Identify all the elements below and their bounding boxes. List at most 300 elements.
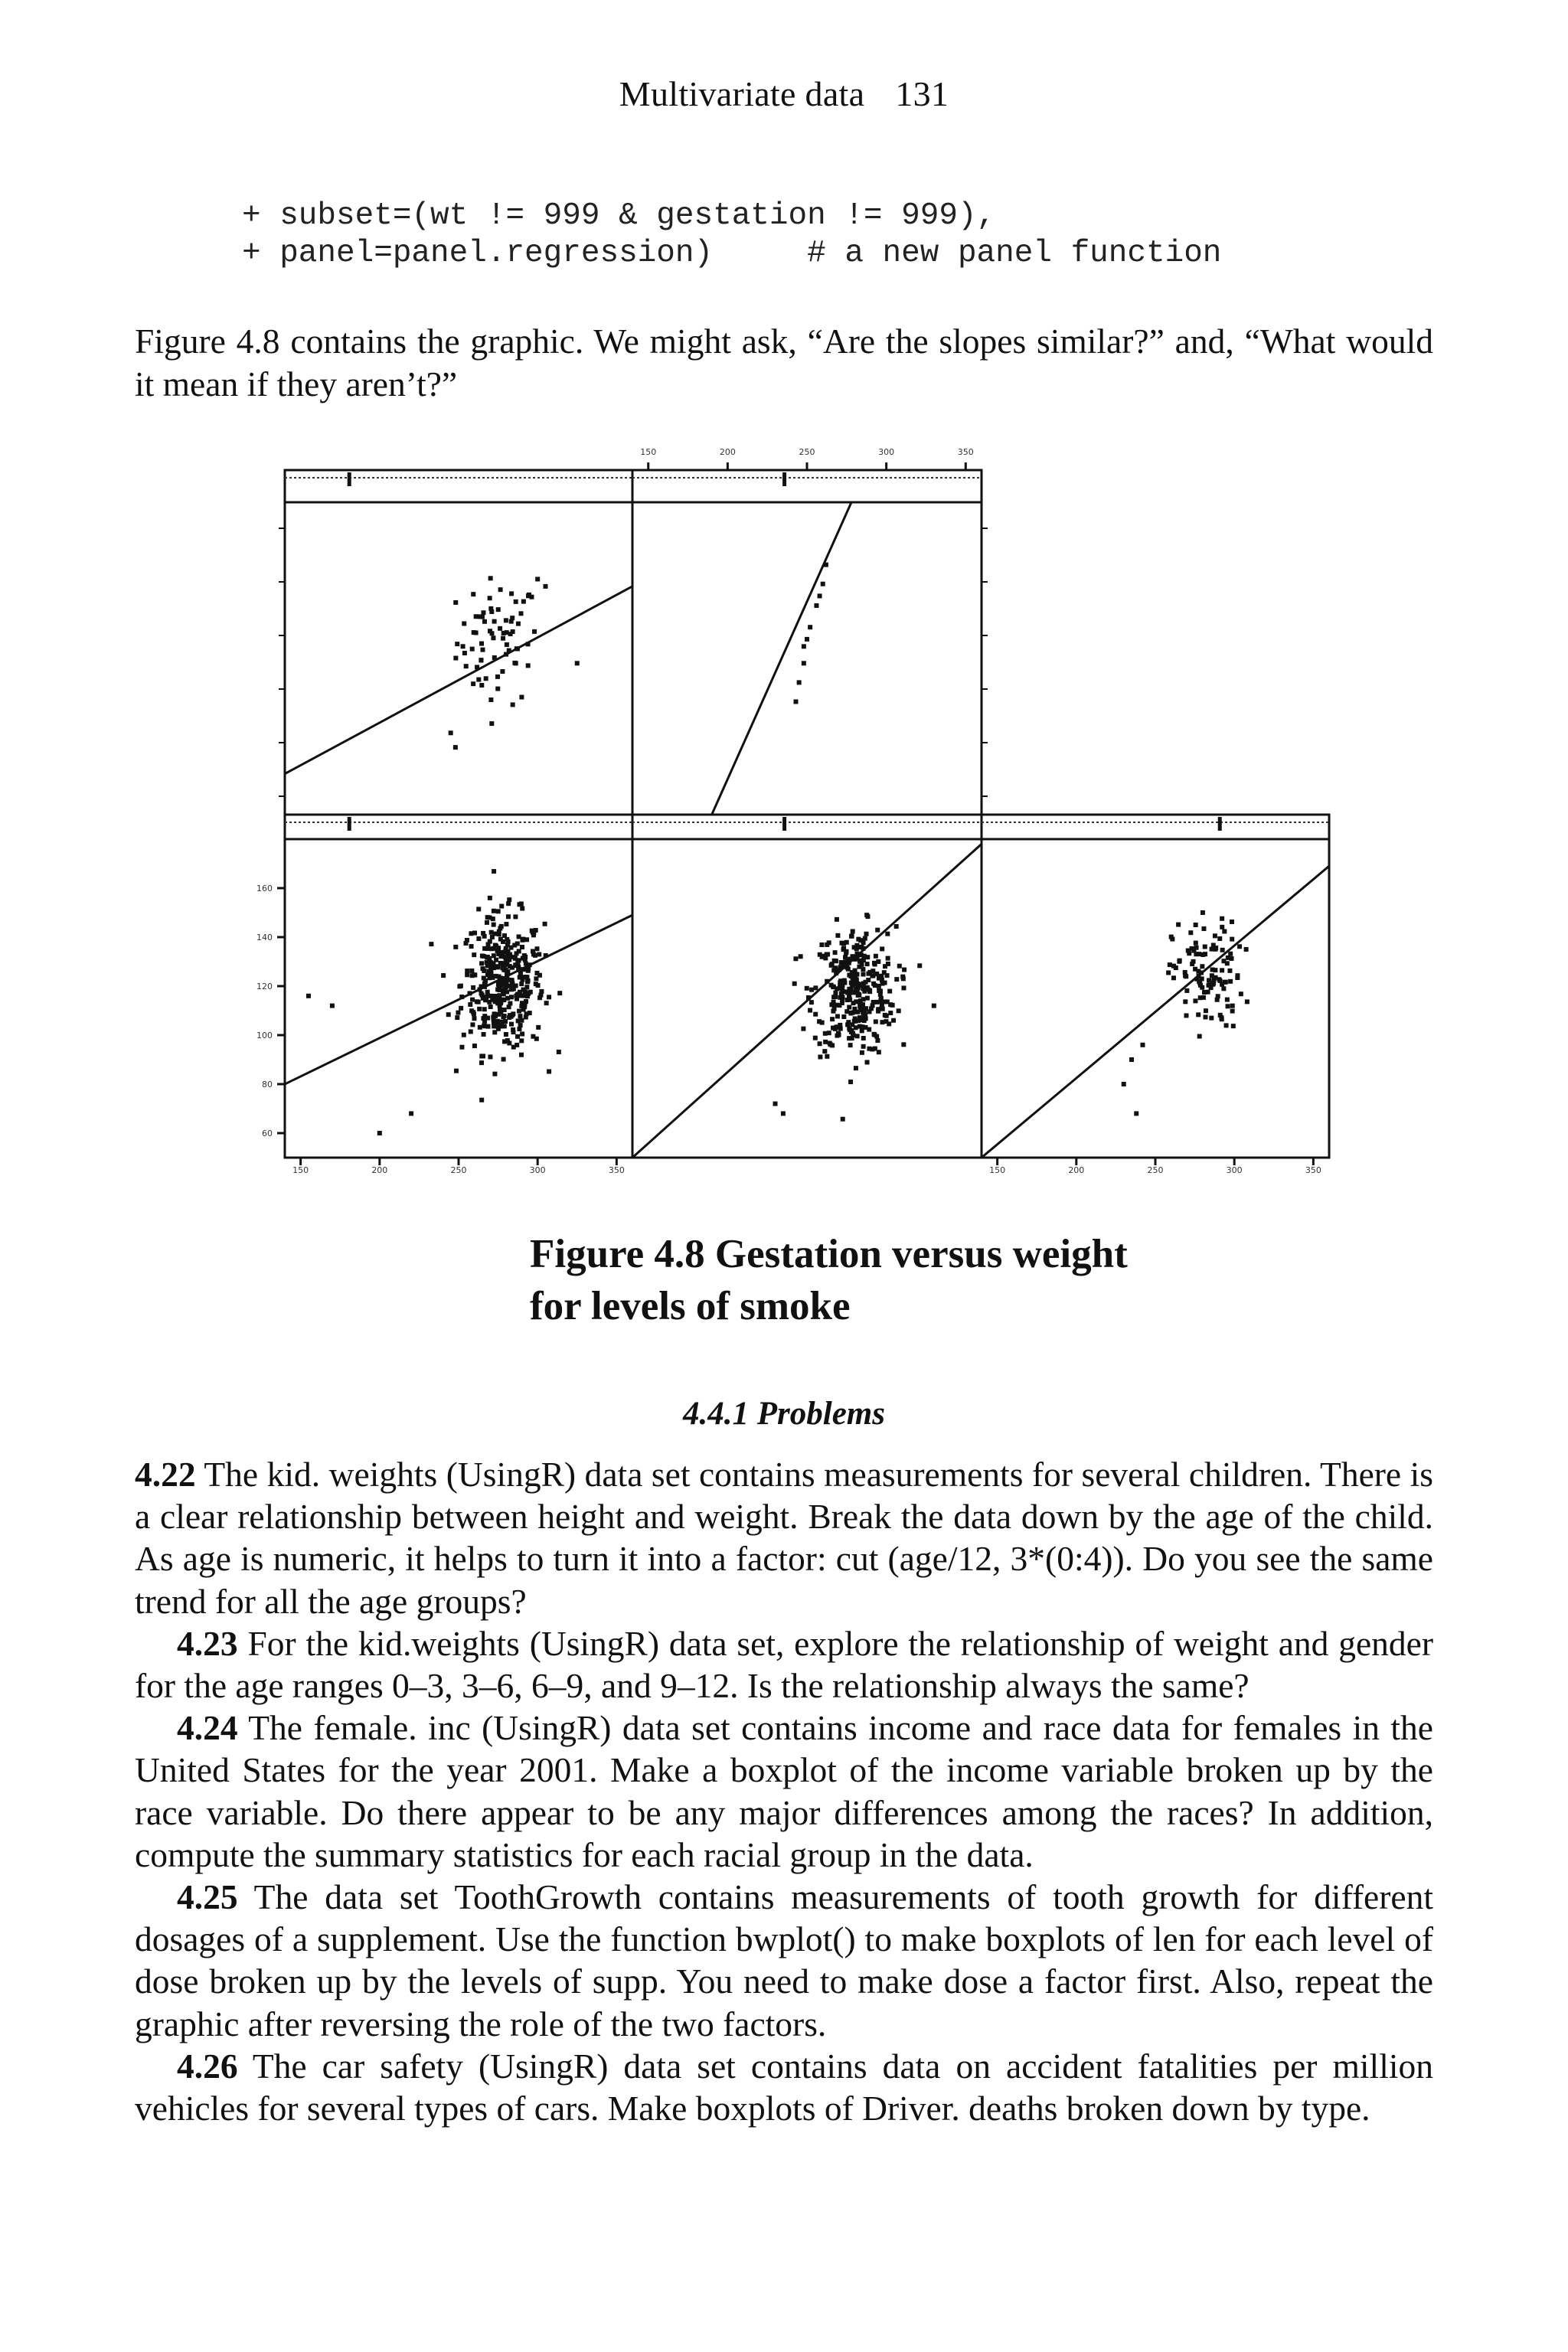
data-point	[526, 642, 531, 646]
data-point	[855, 1010, 860, 1014]
data-point	[456, 1011, 460, 1015]
data-point	[876, 1007, 880, 1011]
data-point	[1229, 956, 1233, 961]
data-point	[517, 1009, 521, 1014]
data-point	[1194, 952, 1198, 956]
data-point	[492, 1030, 497, 1034]
data-point	[1187, 951, 1191, 956]
data-point	[494, 958, 498, 962]
data-point	[474, 614, 479, 619]
data-point	[1244, 947, 1249, 952]
data-point	[488, 1054, 492, 1059]
data-point	[544, 584, 548, 589]
panel-strip-marker	[1218, 817, 1222, 831]
data-point	[846, 1020, 851, 1024]
data-point	[520, 906, 524, 911]
data-point	[377, 1131, 382, 1135]
data-point	[861, 1044, 866, 1049]
data-point	[505, 942, 510, 947]
data-point	[537, 973, 542, 978]
data-point	[519, 1018, 524, 1023]
data-point	[490, 935, 495, 939]
data-point	[856, 1018, 861, 1023]
data-point	[557, 991, 562, 995]
data-point	[859, 952, 864, 957]
data-point	[801, 1027, 805, 1031]
data-point	[1122, 1082, 1126, 1086]
panel-frame	[982, 839, 1329, 1158]
data-point	[485, 960, 489, 965]
data-point	[877, 1050, 881, 1054]
data-point	[471, 985, 475, 990]
axis-tick-label: 250	[1147, 1165, 1164, 1175]
problem-text: The kid. weights (UsingR) data set contains measurements for several children. There is a clear relationship between height and weight. Break the data down by the age of the child. As age is numeric, it helps to turn it into a factor: cut (age/12, 3*(0:4)). Do you see the same trend for all the age groups?	[135, 1455, 1433, 1621]
data-point	[1213, 933, 1217, 938]
data-point	[485, 1016, 490, 1021]
data-point	[827, 940, 831, 945]
data-point	[861, 1036, 866, 1040]
data-point	[480, 993, 485, 998]
data-point	[519, 1053, 524, 1057]
data-point	[472, 630, 476, 635]
data-point	[515, 941, 520, 946]
data-point	[521, 599, 526, 604]
data-point	[502, 1024, 507, 1028]
data-point	[1230, 920, 1234, 924]
data-point	[516, 622, 521, 626]
data-point	[461, 644, 466, 648]
axis-tick-label: 60	[262, 1129, 273, 1138]
data-point	[509, 1022, 514, 1027]
regression-line	[285, 586, 632, 774]
data-point	[511, 629, 515, 634]
data-point	[894, 977, 899, 982]
data-point	[330, 1004, 335, 1008]
data-point	[519, 1038, 524, 1043]
data-point	[504, 618, 508, 622]
data-point	[496, 909, 501, 913]
code-line: + subset=(wt != 999 & gestation != 999),	[242, 198, 996, 234]
data-point	[821, 582, 825, 586]
figure-caption-line-2: for levels of smoke	[530, 1284, 851, 1328]
data-point	[482, 946, 487, 951]
data-point	[1198, 995, 1203, 1000]
data-point	[814, 603, 818, 608]
data-point	[1178, 959, 1182, 963]
data-point	[526, 663, 531, 668]
data-point	[510, 982, 514, 986]
data-point	[860, 1028, 864, 1033]
data-point	[805, 637, 809, 642]
data-point	[805, 986, 809, 991]
data-point	[519, 993, 524, 998]
data-point	[511, 1045, 516, 1050]
data-point	[537, 952, 541, 957]
data-point	[839, 991, 844, 996]
data-point	[917, 963, 922, 968]
data-point	[858, 1002, 863, 1007]
data-point	[1222, 929, 1227, 934]
data-point	[1168, 962, 1172, 967]
data-point	[476, 936, 481, 941]
data-point	[501, 1014, 505, 1019]
data-point	[306, 994, 311, 998]
code-line: + panel=panel.regression) # a new panel function	[242, 236, 1222, 271]
data-point	[854, 1066, 858, 1070]
data-point	[497, 981, 501, 985]
axis-tick-label: 200	[371, 1165, 388, 1175]
data-point	[511, 987, 516, 991]
data-point	[833, 950, 838, 955]
data-point	[818, 593, 822, 598]
data-point	[533, 953, 537, 958]
data-point	[453, 945, 458, 949]
data-point	[861, 940, 866, 945]
panel-strip	[285, 815, 632, 839]
data-point	[855, 952, 860, 956]
data-point	[1209, 985, 1214, 990]
data-point	[860, 1050, 864, 1055]
data-point	[547, 995, 551, 999]
data-point	[808, 625, 812, 629]
data-point	[526, 966, 531, 971]
data-point	[520, 945, 524, 949]
data-point	[890, 1003, 895, 1008]
data-point	[446, 1012, 451, 1017]
data-point	[531, 949, 535, 954]
data-point	[848, 1080, 853, 1084]
data-point	[848, 1043, 853, 1047]
data-point	[1200, 952, 1205, 957]
data-point	[863, 936, 867, 941]
data-point	[488, 896, 492, 900]
data-point	[524, 975, 528, 979]
data-point	[877, 988, 881, 993]
data-point	[515, 647, 520, 652]
data-point	[511, 1011, 515, 1016]
data-point	[502, 1008, 507, 1012]
data-point	[513, 914, 518, 919]
problem-number: 4.24	[177, 1708, 238, 1748]
data-point	[557, 1050, 561, 1054]
data-point	[813, 985, 818, 990]
data-point	[861, 997, 866, 1001]
data-point	[841, 947, 846, 952]
intro-paragraph: Figure 4.8 contains the graphic. We might ask, “Are the slopes similar?” and, “What would it mean if they aren’t?”	[135, 322, 1433, 403]
data-point	[824, 563, 828, 567]
data-point	[797, 680, 802, 684]
data-point	[491, 916, 495, 921]
data-point	[878, 992, 883, 997]
data-point	[487, 1000, 492, 1004]
panel-frame	[285, 502, 632, 815]
data-point	[1194, 923, 1198, 927]
data-point	[1166, 970, 1171, 975]
axis-tick-label: 250	[799, 447, 815, 457]
panel-strip-marker	[348, 472, 351, 486]
data-point	[835, 917, 839, 922]
data-point	[834, 959, 838, 963]
data-point	[472, 931, 477, 936]
data-point	[773, 1102, 778, 1106]
data-point	[521, 956, 525, 961]
data-point	[462, 621, 466, 626]
data-point	[835, 1003, 839, 1008]
data-point	[457, 984, 462, 988]
data-point	[865, 985, 870, 990]
data-point	[511, 1027, 515, 1032]
data-point	[1220, 1017, 1224, 1021]
figure-caption-line-1: Figure 4.8 Gestation versus weight	[530, 1232, 1128, 1276]
data-point	[518, 971, 523, 975]
data-point	[855, 1034, 860, 1038]
axis-tick-label: 250	[450, 1165, 467, 1175]
data-point	[1228, 979, 1233, 984]
data-point	[494, 944, 498, 949]
data-point	[498, 988, 502, 992]
data-point	[818, 1054, 822, 1059]
data-point	[875, 1038, 880, 1043]
data-point	[512, 661, 517, 665]
data-point	[1196, 1012, 1200, 1017]
data-point	[465, 969, 469, 973]
data-point	[802, 644, 806, 648]
data-point	[469, 969, 474, 973]
data-point	[1171, 975, 1176, 980]
axis-tick-label: 120	[256, 982, 273, 991]
data-point	[1188, 930, 1193, 935]
data-point	[838, 1027, 843, 1031]
data-point	[842, 978, 847, 983]
data-point	[1230, 1004, 1235, 1008]
data-point	[861, 972, 865, 976]
data-point	[495, 1001, 500, 1005]
regression-line	[982, 866, 1329, 1158]
data-point	[1197, 1034, 1202, 1039]
panel-strip-marker	[782, 472, 786, 486]
data-point	[1183, 970, 1187, 975]
data-point	[1171, 964, 1176, 969]
data-point	[505, 937, 509, 942]
data-point	[1220, 916, 1224, 921]
data-point	[1129, 1057, 1134, 1062]
data-point	[488, 939, 492, 944]
data-point	[492, 1020, 496, 1024]
data-point	[485, 955, 490, 959]
data-point	[441, 973, 446, 978]
data-point	[498, 587, 503, 592]
data-point	[477, 1007, 482, 1011]
data-point	[854, 946, 859, 951]
data-point	[481, 1016, 485, 1021]
data-point	[822, 1049, 827, 1054]
data-point	[514, 599, 518, 604]
data-point	[504, 1032, 508, 1037]
data-point	[844, 940, 849, 945]
data-point	[871, 1000, 876, 1004]
data-point	[471, 1010, 475, 1014]
data-point	[492, 909, 496, 913]
data-point	[891, 1018, 896, 1023]
data-point	[480, 953, 485, 958]
data-point	[861, 946, 865, 951]
data-point	[829, 983, 834, 988]
data-point	[1213, 968, 1217, 972]
regression-line	[285, 915, 632, 1084]
data-point	[841, 1117, 845, 1122]
data-point	[865, 996, 870, 1001]
data-point	[470, 647, 475, 652]
data-point	[492, 869, 496, 874]
data-point	[887, 989, 892, 994]
data-point	[506, 914, 511, 919]
data-point	[860, 1024, 864, 1029]
data-point	[495, 687, 500, 691]
data-point	[880, 946, 884, 951]
data-point	[498, 626, 502, 631]
data-point	[492, 953, 496, 958]
data-point	[462, 651, 467, 655]
axis-tick-label: 160	[256, 884, 273, 893]
data-point	[1183, 999, 1187, 1004]
data-point	[505, 959, 510, 963]
data-point	[1200, 964, 1204, 969]
data-point	[494, 974, 498, 978]
section-heading: 4.4.1 Problems	[683, 1396, 885, 1432]
data-point	[836, 1031, 841, 1036]
data-point	[499, 904, 504, 909]
data-point	[872, 1033, 877, 1037]
data-point	[875, 1000, 880, 1004]
data-point	[808, 1008, 812, 1013]
data-point	[857, 965, 861, 969]
data-point	[841, 1014, 846, 1019]
running-header-title: Multivariate data	[619, 74, 865, 113]
data-point	[1230, 1009, 1235, 1014]
data-point	[792, 982, 797, 986]
data-point	[488, 606, 493, 611]
data-point	[449, 730, 453, 735]
data-point	[501, 636, 505, 641]
data-point	[793, 699, 798, 704]
data-point	[508, 952, 512, 957]
data-point	[489, 721, 494, 726]
data-point	[471, 681, 475, 686]
axis-tick-label: 140	[256, 933, 273, 942]
data-point	[488, 697, 493, 702]
data-point	[531, 1034, 535, 1039]
data-point	[1193, 998, 1197, 1003]
regression-line	[632, 844, 982, 1158]
data-point	[518, 1023, 523, 1027]
data-point	[488, 596, 492, 600]
data-point	[455, 1015, 459, 1020]
data-point	[1200, 910, 1205, 915]
data-point	[865, 1060, 870, 1064]
data-point	[500, 965, 505, 970]
data-point	[825, 1054, 829, 1059]
data-point	[833, 995, 838, 999]
data-point	[501, 1057, 506, 1062]
data-point	[813, 1012, 818, 1017]
data-point	[469, 1029, 473, 1034]
data-point	[1218, 1013, 1223, 1018]
data-point	[1221, 986, 1226, 991]
data-point	[874, 1019, 878, 1024]
data-point	[485, 972, 490, 977]
data-point	[1190, 962, 1194, 966]
data-point	[429, 942, 433, 946]
data-point	[1217, 936, 1222, 941]
data-point	[476, 906, 481, 911]
data-point	[867, 1009, 872, 1014]
data-point	[849, 934, 854, 939]
data-point	[492, 1072, 497, 1076]
panel-strip	[285, 470, 632, 502]
data-point	[848, 998, 852, 1002]
data-point	[901, 985, 906, 990]
axis-tick-label: 300	[878, 447, 895, 457]
axis-tick-label: 350	[608, 1165, 625, 1175]
data-point	[524, 991, 528, 995]
data-point	[465, 938, 469, 942]
data-point	[508, 1001, 512, 1006]
panel-strip-marker	[782, 817, 786, 831]
data-point	[1245, 999, 1250, 1004]
data-point	[823, 956, 828, 960]
data-point	[481, 1054, 485, 1058]
data-point	[849, 981, 854, 985]
data-point	[544, 1001, 549, 1005]
data-point	[886, 956, 890, 961]
data-point	[522, 1004, 527, 1008]
problem-item	[135, 2045, 1433, 2129]
data-point	[472, 1044, 477, 1048]
data-point	[831, 1026, 835, 1031]
data-point	[513, 956, 518, 961]
data-point	[530, 929, 534, 933]
data-point	[485, 920, 489, 925]
data-point	[835, 933, 840, 938]
data-point	[1203, 1014, 1207, 1019]
data-point	[505, 642, 509, 647]
data-point	[479, 961, 484, 965]
data-point	[531, 933, 536, 937]
problem-number: 4.22	[135, 1455, 196, 1494]
data-point	[802, 661, 806, 665]
data-point	[534, 946, 539, 951]
data-point	[1204, 1008, 1208, 1013]
data-point	[501, 998, 506, 1002]
figure-caption	[530, 1228, 1128, 1332]
axis-tick-label: 350	[957, 447, 974, 457]
data-point	[508, 978, 512, 982]
data-point	[1225, 961, 1230, 965]
data-point	[470, 998, 475, 1002]
data-point	[894, 924, 899, 929]
panel-strip	[632, 470, 982, 502]
data-point	[514, 951, 518, 956]
data-point	[888, 1011, 893, 1015]
data-point	[501, 988, 506, 993]
data-point	[575, 661, 580, 665]
data-point	[1140, 1043, 1145, 1047]
data-point	[856, 937, 861, 942]
regression-line	[712, 502, 851, 815]
data-point	[472, 952, 476, 957]
data-point	[1237, 944, 1242, 949]
data-point	[1196, 969, 1200, 974]
